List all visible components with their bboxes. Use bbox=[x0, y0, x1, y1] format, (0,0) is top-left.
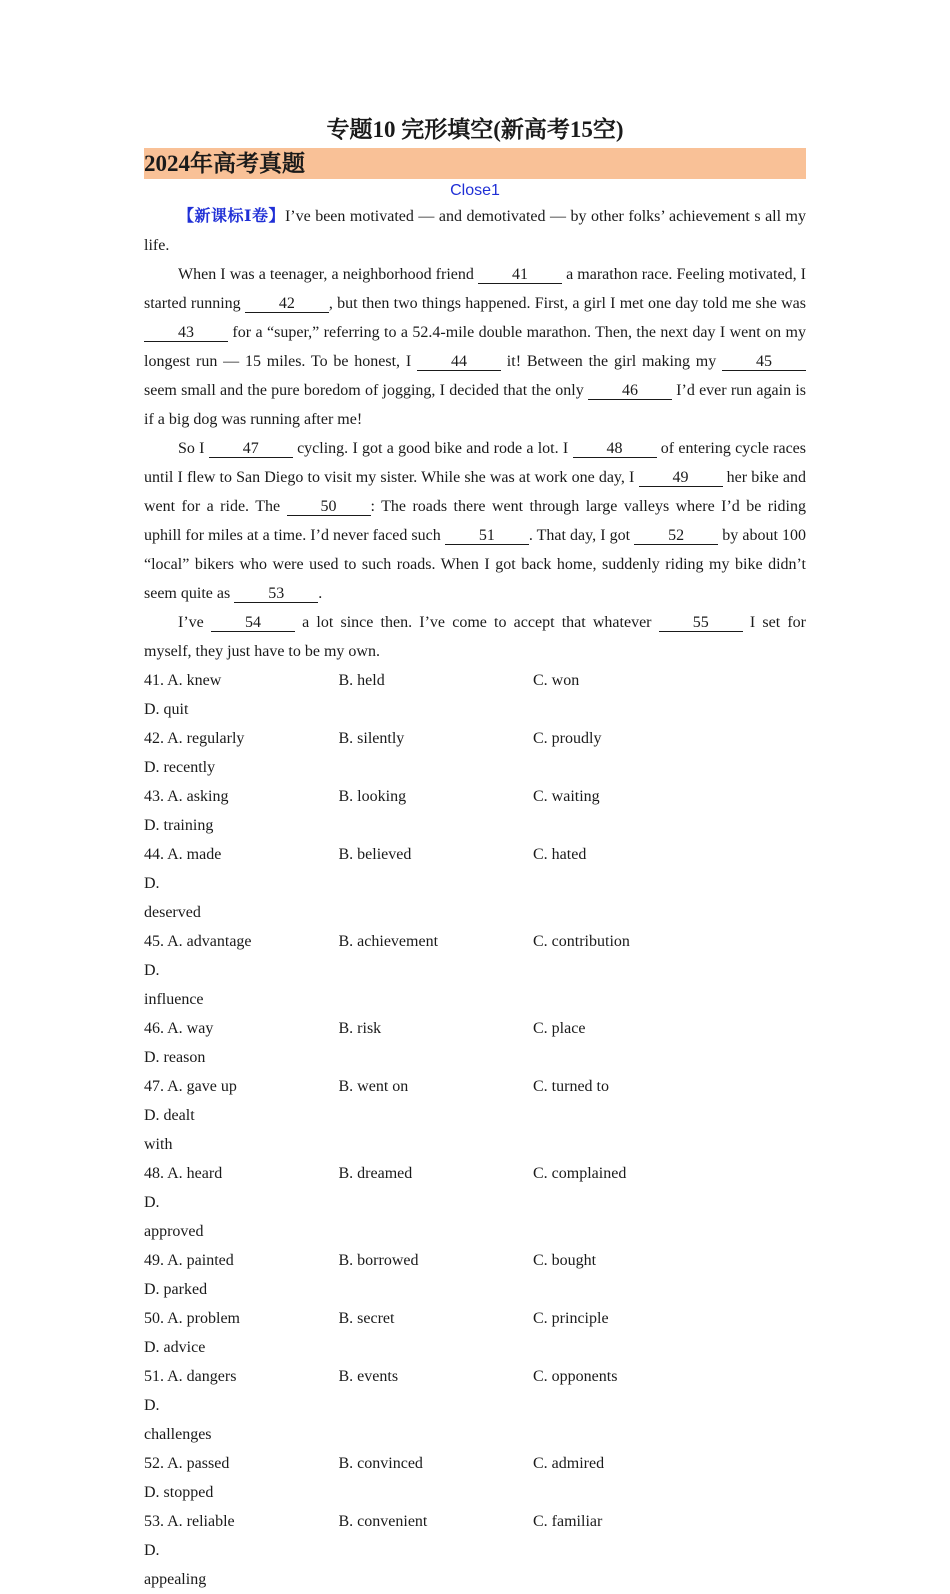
blank-45: 45 bbox=[722, 353, 806, 371]
option-a: 48. A. heard bbox=[144, 1165, 223, 1182]
option-a: 47. A. gave up bbox=[144, 1078, 237, 1095]
option-c: C. place bbox=[533, 1020, 586, 1037]
option-b: B. events bbox=[338, 1368, 399, 1385]
option-row-52 bbox=[144, 1449, 806, 1507]
option-c: C. waiting bbox=[533, 788, 600, 805]
page-title: 专题10 完形填空(新高考15空) bbox=[326, 117, 624, 142]
option-d: D. bbox=[144, 962, 160, 979]
blank-55: 55 bbox=[659, 614, 743, 632]
option-c: C. won bbox=[533, 672, 580, 689]
option-row-41 bbox=[144, 666, 806, 724]
blank-49: 49 bbox=[639, 469, 723, 487]
option-row-50 bbox=[144, 1304, 806, 1362]
option-b: B. looking bbox=[338, 788, 407, 805]
option-b: B. believed bbox=[338, 846, 412, 863]
option-d: D. bbox=[144, 1194, 160, 1211]
option-b: B. achievement bbox=[338, 933, 439, 950]
option-b: B. went on bbox=[338, 1078, 409, 1095]
options-list bbox=[144, 666, 806, 1594]
blank-48: 48 bbox=[573, 440, 657, 458]
option-d-continued: deserved bbox=[144, 904, 201, 921]
option-b: B. dreamed bbox=[338, 1165, 413, 1182]
blank-50: 50 bbox=[287, 498, 371, 516]
option-row-47 bbox=[144, 1072, 806, 1159]
blank-46: 46 bbox=[588, 382, 672, 400]
source-tag: 【新课标Ⅰ卷】 bbox=[178, 208, 285, 225]
option-c: C. principle bbox=[533, 1310, 609, 1327]
option-d: D. bbox=[144, 1397, 160, 1414]
option-a: 45. A. advantage bbox=[144, 933, 252, 950]
option-c: C. hated bbox=[533, 846, 587, 863]
document-page bbox=[144, 112, 806, 1594]
option-row-48 bbox=[144, 1159, 806, 1246]
option-c: C. familiar bbox=[533, 1513, 603, 1530]
option-d-continued: challenges bbox=[144, 1426, 212, 1443]
option-a: 51. A. dangers bbox=[144, 1368, 237, 1385]
option-c: C. admired bbox=[533, 1455, 605, 1472]
option-d: D. recently bbox=[144, 759, 216, 776]
option-a: 43. A. asking bbox=[144, 788, 229, 805]
option-d: D. bbox=[144, 1542, 160, 1559]
passage-paragraph-1: 【新课标Ⅰ卷】I’ve been motivated — and demotivated — by other folks’ achievement s all my life. bbox=[144, 208, 806, 254]
option-d: D. quit bbox=[144, 701, 189, 718]
option-row-43 bbox=[144, 782, 806, 840]
blank-41: 41 bbox=[478, 266, 562, 284]
option-c: C. turned to bbox=[533, 1078, 609, 1095]
blank-51: 51 bbox=[445, 527, 529, 545]
option-b: B. secret bbox=[338, 1310, 395, 1327]
option-c: C. proudly bbox=[533, 730, 602, 747]
option-d-continued: influence bbox=[144, 991, 204, 1008]
option-c: C. complained bbox=[533, 1165, 627, 1182]
option-b: B. silently bbox=[338, 730, 405, 747]
option-a: 52. A. passed bbox=[144, 1455, 230, 1472]
blank-43: 43 bbox=[144, 324, 228, 342]
option-row-42 bbox=[144, 724, 806, 782]
option-a: 42. A. regularly bbox=[144, 730, 245, 747]
option-row-53 bbox=[144, 1507, 806, 1594]
option-b: B. borrowed bbox=[338, 1252, 419, 1269]
option-b: B. convinced bbox=[338, 1455, 423, 1472]
option-d: D. training bbox=[144, 817, 214, 834]
blank-52: 52 bbox=[634, 527, 718, 545]
option-row-44 bbox=[144, 840, 806, 927]
option-row-46 bbox=[144, 1014, 806, 1072]
option-d: D. dealt bbox=[144, 1107, 195, 1124]
option-a: 44. A. made bbox=[144, 846, 222, 863]
option-a: 49. A. painted bbox=[144, 1252, 234, 1269]
option-b: B. held bbox=[338, 672, 385, 689]
option-a: 46. A. way bbox=[144, 1020, 214, 1037]
blank-42: 42 bbox=[245, 295, 329, 313]
passage-subtitle: Close1 bbox=[450, 182, 500, 199]
option-b: B. risk bbox=[338, 1020, 382, 1037]
section-heading: 2024年高考真题 bbox=[144, 148, 806, 179]
option-a: 50. A. problem bbox=[144, 1310, 240, 1327]
option-a: 41. A. knew bbox=[144, 672, 222, 689]
passage-paragraph-2: When I was a teenager, a neighborhood friend 41 a marathon race. Feeling motivated, I started running 42 , but then two things happened. First, a girl I met one day told me she was 43 for a “super,” referring to a 52.4-mile double marathon. Then, the next day I went on my longest run — 15 miles. To be honest, I 44 it! Between the girl making my 45 seem small and the pure boredom of jogging, I decided that the only 46 I’d ever run again is if a big dog was running after me! bbox=[144, 266, 807, 428]
option-d: D. advice bbox=[144, 1339, 206, 1356]
blank-53: 53 bbox=[234, 585, 318, 603]
blank-44: 44 bbox=[417, 353, 501, 371]
option-d-continued: appealing bbox=[144, 1571, 207, 1588]
option-c: C. bought bbox=[533, 1252, 597, 1269]
option-row-45 bbox=[144, 927, 806, 1014]
option-d: D. bbox=[144, 875, 160, 892]
blank-54: 54 bbox=[211, 614, 295, 632]
option-a: 53. A. reliable bbox=[144, 1513, 235, 1530]
option-d: D. stopped bbox=[144, 1484, 214, 1501]
option-c: C. opponents bbox=[533, 1368, 618, 1385]
option-row-49 bbox=[144, 1246, 806, 1304]
passage-paragraph-4: I’ve 54 a lot since then. I’ve come to accept that whatever 55 I set for myself, they just have to be my own. bbox=[144, 614, 807, 660]
blank-47: 47 bbox=[209, 440, 293, 458]
passage-paragraph-3: So I 47 cycling. I got a good bike and rode a lot. I 48 of entering cycle races until I flew to San Diego to visit my sister. While she was at work one day, I 49 her bike and went for a ride. The 50 : The roads there went through large valleys where I’d be riding uphill for miles at a time. I’d never faced such 51 . That day, I got 52 by about 100 “local” bikers who were used to such roads. When I got back home, suddenly riding my bike didn’t seem quite as 53 . bbox=[144, 440, 807, 602]
option-row-51 bbox=[144, 1362, 806, 1449]
option-b: B. convenient bbox=[338, 1513, 428, 1530]
option-d: D. reason bbox=[144, 1049, 206, 1066]
option-c: C. contribution bbox=[533, 933, 630, 950]
option-d: D. parked bbox=[144, 1281, 208, 1298]
option-d-continued: approved bbox=[144, 1223, 204, 1240]
option-d-continued: with bbox=[144, 1136, 173, 1153]
